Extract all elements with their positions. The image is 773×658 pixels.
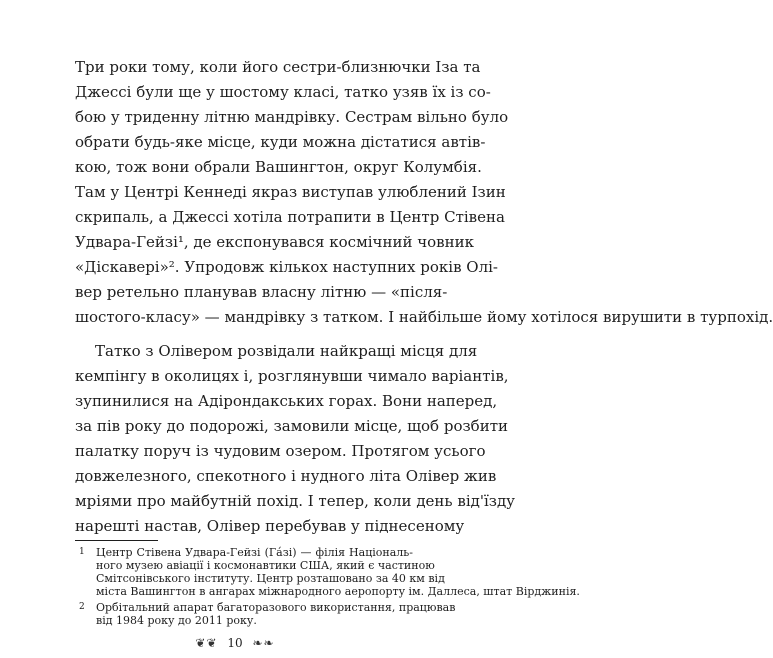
- footnote-line: ного музею авіації і космонавтики США, який є частиною: [96, 559, 435, 572]
- right-ornament-icon: ❧❧: [252, 636, 275, 650]
- text-line: довжелезного, спекотного і нудного літа Олівер жив: [75, 467, 497, 485]
- footnote-line: Орбітальний апарат багаторазового використання, працював: [96, 601, 456, 614]
- footnote-rule: [75, 540, 158, 541]
- footnote-marker: 2: [79, 602, 85, 612]
- page-number: 10: [227, 636, 243, 650]
- footnote-line: від 1984 року до 2011 року.: [96, 614, 257, 627]
- text-line: кемпінгу в околицях і, розглянувши чимало варіантів,: [75, 367, 509, 385]
- text-line: нарешті настав, Олівер перебував у піднесеному: [75, 517, 465, 535]
- text-line: скрипаль, а Джессі хотіла потрапити в Центр Стівена: [75, 208, 505, 226]
- text-line: Удвара-Гейзі¹, де експонувався космічний човник: [75, 233, 474, 251]
- text-line: зупинилися на Адірондакських горах. Вони наперед,: [75, 392, 498, 410]
- page-folio: [0, 636, 470, 650]
- text-line: мріями про майбутній похід. І тепер, коли день від'їзду: [75, 492, 516, 510]
- text-line: кою, тож вони обрали Вашингтон, округ Колумбія.: [75, 158, 482, 176]
- text-line: шостого-класу» — мандрівку з татком. І найбільше йому хотілося вирушити в турпохід.: [75, 308, 773, 326]
- text-line: обрати будь-яке місце, куди можна дістатися автів-: [75, 133, 486, 151]
- text-line: «Діскавері»². Упродовж кількох наступних років Олі-: [75, 258, 498, 276]
- footnote-line: міста Вашингтон в ангарах міжнародного аеропорту ім. Даллеса, штат Вірджинія.: [96, 585, 580, 598]
- text-line: бою у триденну літню мандрівку. Сестрам вільно було: [75, 108, 509, 126]
- text-line: Джессі були ще у шостому класі, татко узяв їх із со-: [75, 83, 491, 101]
- text-line: Три роки тому, коли його сестри-близнючки Іза та: [75, 58, 481, 76]
- text-line: за пів року до подорожі, замовили місце, щоб розбити: [75, 417, 508, 435]
- text-line: Там у Центрі Кеннеді якраз виступав улюблений Ізин: [75, 183, 506, 201]
- text-line: Татко з Олівером розвідали найкращі місця для: [95, 342, 478, 360]
- text-line: вер ретельно планував власну літню — «після-: [75, 283, 448, 301]
- footnote-line: Смітсонівського інституту. Центр розташовано за 40 км від: [96, 572, 445, 585]
- text-line: палатку поруч із чудовим озером. Протягом усього: [75, 442, 486, 460]
- footnote-line: Центр Стівена Удвара-Гейзі (Гáзі) — філія Національ-: [96, 546, 413, 559]
- footnote-marker: 1: [79, 547, 85, 557]
- left-ornament-icon: ❦❦: [195, 636, 218, 650]
